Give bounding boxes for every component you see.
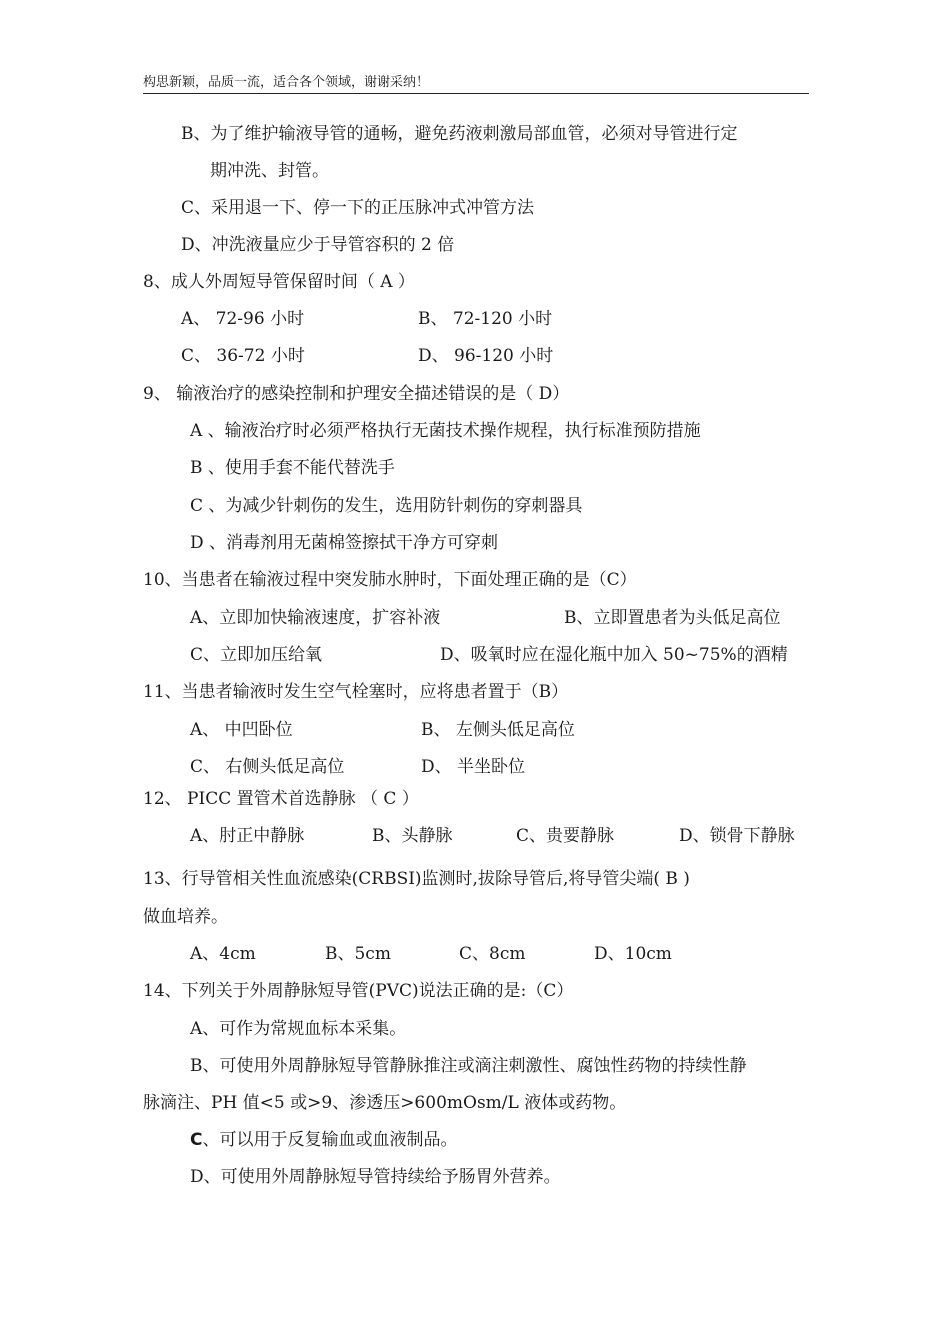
q11-stem: 11、当患者输液时发生空气栓塞时，应将患者置于（B） (143, 682, 569, 702)
q11-option-c: C、 右侧头低足高位 (190, 757, 345, 777)
q14-option-c-letter: C (190, 1130, 203, 1150)
q14-option-c-text: 、可以用于反复输血或血液制品。 (202, 1130, 458, 1150)
q14-option-b-line2: 脉滴注、PH 值<5 或>9、渗透压>600mOsm/L 液体或药物。 (143, 1093, 627, 1113)
q10-option-b: B、立即置患者为头低足高位 (564, 608, 781, 628)
q9-option-c: C 、为减少针刺伤的发生，选用防针刺伤的穿刺器具 (190, 496, 583, 516)
q11-option-a: A、 中凹卧位 (190, 720, 293, 740)
q14-stem: 14、下列关于外周静脉短导管(PVC)说法正确的是:（C） (143, 981, 574, 1001)
page-header: 构思新颖，品质一流，适合各个领域，谢谢采纳！ (143, 74, 809, 94)
q9-option-a: A 、输液治疗时必须严格执行无菌技术操作规程，执行标准预防措施 (190, 421, 701, 441)
q8-stem: 8、成人外周短导管保留时间（ A ） (143, 272, 415, 292)
q13-option-a: A、4cm (190, 944, 256, 964)
q10-option-c: C、立即加压给氧 (190, 645, 323, 665)
q7-option-c: C、采用退一下、停一下的正压脉冲式冲管方法 (181, 198, 535, 218)
q8-option-b: B、 72-120 小时 (418, 309, 553, 329)
q9-option-b: B 、使用手套不能代替洗手 (190, 458, 395, 478)
q13-stem-line1: 13、行导管相关性血流感染(CRBSI)监测时,拔除导管后,将导管尖端( B ) (143, 869, 690, 889)
q13-option-b: B、5cm (325, 944, 391, 964)
q7-option-b-line2: 期冲洗、封管。 (210, 161, 329, 181)
q14-option-b-line1: B、可使用外周静脉短导管静脉推注或滴注刺激性、腐蚀性药物的持续性静 (190, 1056, 747, 1076)
q10-option-a: A、立即加快输液速度，扩容补液 (190, 608, 441, 628)
q12-option-c: C、贵要静脉 (516, 826, 615, 846)
q13-stem-line2: 做血培养。 (143, 907, 228, 927)
q12-option-a: A、肘正中静脉 (190, 826, 305, 846)
q8-option-d: D、 96-120 小时 (418, 346, 554, 366)
q13-option-d: D、10cm (594, 944, 672, 964)
q13-option-c: C、8cm (459, 944, 526, 964)
q7-option-d: D、冲洗液量应少于导管容积的 2 倍 (181, 235, 455, 255)
q12-option-d: D、锁骨下静脉 (679, 826, 795, 846)
q8-option-c: C、 36-72 小时 (181, 346, 305, 366)
q10-option-d: D、吸氧时应在湿化瓶中加入 50~75%的酒精 (440, 645, 788, 665)
q12-option-b: B、头静脉 (372, 826, 453, 846)
q11-option-d: D、 半坐卧位 (421, 757, 526, 777)
q14-option-a: A、可作为常规血标本采集。 (190, 1019, 407, 1039)
q8-option-a: A、 72-96 小时 (181, 309, 305, 329)
q10-stem: 10、当患者在输液过程中突发肺水肿时，下面处理正确的是（C） (143, 570, 637, 590)
q12-stem: 12、 PICC 置管术首选静脉 （ C ） (143, 789, 419, 809)
q14-option-d: D、可使用外周静脉短导管持续给予肠胃外营养。 (190, 1167, 561, 1187)
q11-option-b: B、 左侧头低足高位 (421, 720, 575, 740)
q9-stem: 9、 输液治疗的感染控制和护理安全描述错误的是（ D） (143, 384, 570, 404)
q14-option-c (190, 1129, 457, 1151)
q9-option-d: D 、消毒剂用无菌棉签擦拭干净方可穿刺 (190, 533, 499, 553)
q7-option-b-line1: B、为了维护输液导管的通畅，避免药液刺激局部血管，必须对导管进行定 (181, 124, 738, 144)
